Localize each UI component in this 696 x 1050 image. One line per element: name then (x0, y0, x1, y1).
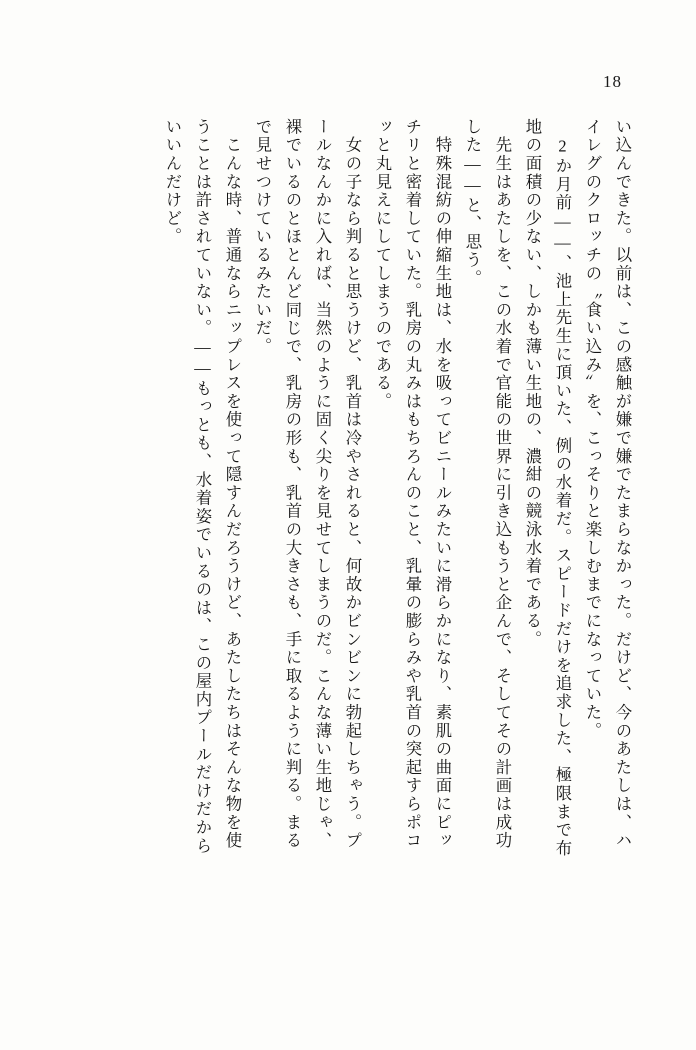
text-column: ールなんかに入れば、当然のように固く尖りを見せてしまうのだ。こんな薄い生地じゃ、 (313, 118, 332, 850)
text-column: こんな時、普通ならニップレスを使って隠すんだろうけど、あたしたちはそんな物を使 (223, 118, 242, 850)
text-column: い込んできた。以前は、この感触が嫌で嫌でたまらなかった。だけど、今のあたしは、ハ (613, 118, 632, 850)
text-column: した――と、思う。 (463, 118, 482, 288)
text-column: いいんだけど。 (163, 118, 182, 247)
vertical-text-body (76, 118, 630, 1018)
text-column: イレグのクロッチの〝食い込み〟を、こっそりと楽しむまでになっていた。 (583, 118, 602, 741)
text-column: 特殊混紡の伸縮生地は、水を吸ってビニールみたいに滑らかになり、素肌の曲面にピッ (433, 118, 452, 850)
text-column: 女の子なら判ると思うけど、乳首は冷やされると、何故かビンビンに勃起しちゃう。プ (343, 118, 362, 850)
text-column: ッと丸見えにしてしまうのである。 (373, 118, 392, 411)
text-column: で見せつけているみたいだ。 (253, 118, 272, 356)
text-column: チリと密着していた。乳房の丸みはもちろんのこと、乳暈の膨らみや乳首の突起すらポコ (403, 118, 422, 850)
text-column: 裸でいるのとほとんど同じで、乳房の形も、乳首の大きさも、手に取るように判る。まる (283, 118, 302, 850)
text-column: うことは許されていない。――もっとも、水着姿でいるのは、この屋内プールだけだから (193, 118, 212, 856)
text-column: 地の面積の少ない、しかも薄い生地の、濃紺の競泳水着である。 (523, 118, 542, 649)
page-number: 18 (603, 72, 622, 91)
text-column: 先生はあたしを、この水着で官能の世界に引き込もうと企んで、そしてその計画は成功 (493, 118, 512, 850)
text-column: 2か月前――、池上先生に頂いた、例の水着だ。スピードだけを追求した、極限まで布 (553, 118, 572, 858)
